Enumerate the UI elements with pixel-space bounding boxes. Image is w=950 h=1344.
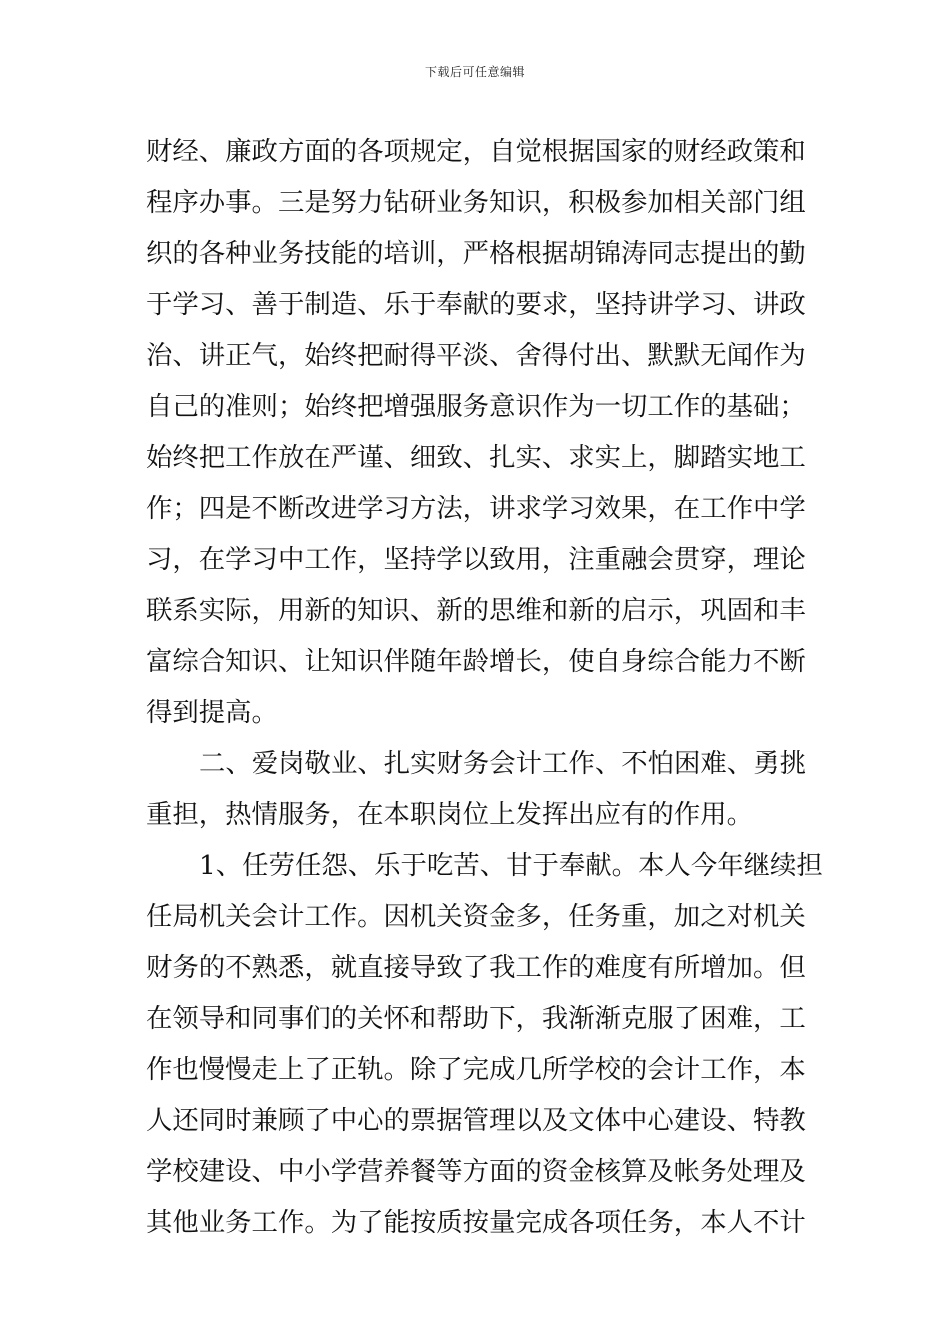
body-line: 织的各种业务技能的培训，严格根据胡锦涛同志提出的勤	[146, 238, 806, 269]
body-line: 财务的不熟悉，就直接导致了我工作的难度有所增加。但	[146, 952, 806, 983]
body-line: 人还同时兼顾了中心的票据管理以及文体中心建设、特教	[146, 1105, 806, 1136]
section-heading-line: 重担，热情服务，在本职岗位上发挥出应有的作用。	[146, 799, 753, 830]
body-line: 富综合知识、让知识伴随年龄增长，使自身综合能力不断	[146, 646, 806, 677]
body-line: 在领导和同事们的关怀和帮助下，我渐渐克服了困难，工	[146, 1003, 806, 1034]
body-line: 于学习、善于制造、乐于奉献的要求，坚持讲学习、讲政	[146, 289, 806, 320]
document-body	[146, 126, 823, 1248]
body-line: 财经、廉政方面的各项规定，自觉根据国家的财经政策和	[146, 136, 806, 167]
page-header: 下载后可任意编辑	[424, 65, 525, 79]
body-line: 作；四是不断改进学习方法，讲求学习效果，在工作中学	[146, 493, 806, 524]
body-line: 习，在学习中工作，坚持学以致用，注重融会贯穿，理论	[146, 544, 806, 575]
section-heading-line: 二、爱岗敬业、扎实财务会计工作、不怕困难、勇挑	[199, 748, 806, 779]
body-line: 1、任劳任怨、乐于吃苦、甘于奉献。本人今年继续担	[199, 850, 823, 881]
body-line: 治、讲正气，始终把耐得平淡、舍得付出、默默无闻作为	[146, 340, 806, 371]
body-line: 始终把工作放在严谨、细致、扎实、求实上，脚踏实地工	[146, 442, 806, 473]
body-line: 程序办事。三是努力钻研业务知识，积极参加相关部门组	[146, 187, 806, 218]
body-line: 自己的准则；始终把增强服务意识作为一切工作的基础；	[146, 391, 806, 422]
body-line: 任局机关会计工作。因机关资金多，任务重，加之对机关	[146, 901, 806, 932]
body-line: 得到提高。	[146, 697, 278, 728]
body-line: 联系实际，用新的知识、新的思维和新的启示，巩固和丰	[146, 595, 806, 626]
body-line: 作也慢慢走上了正轨。除了完成几所学校的会计工作，本	[146, 1054, 806, 1085]
body-line: 学校建设、中小学营养餐等方面的资金核算及帐务处理及	[146, 1156, 806, 1187]
body-line: 其他业务工作。为了能按质按量完成各项任务，本人不计	[146, 1207, 806, 1238]
